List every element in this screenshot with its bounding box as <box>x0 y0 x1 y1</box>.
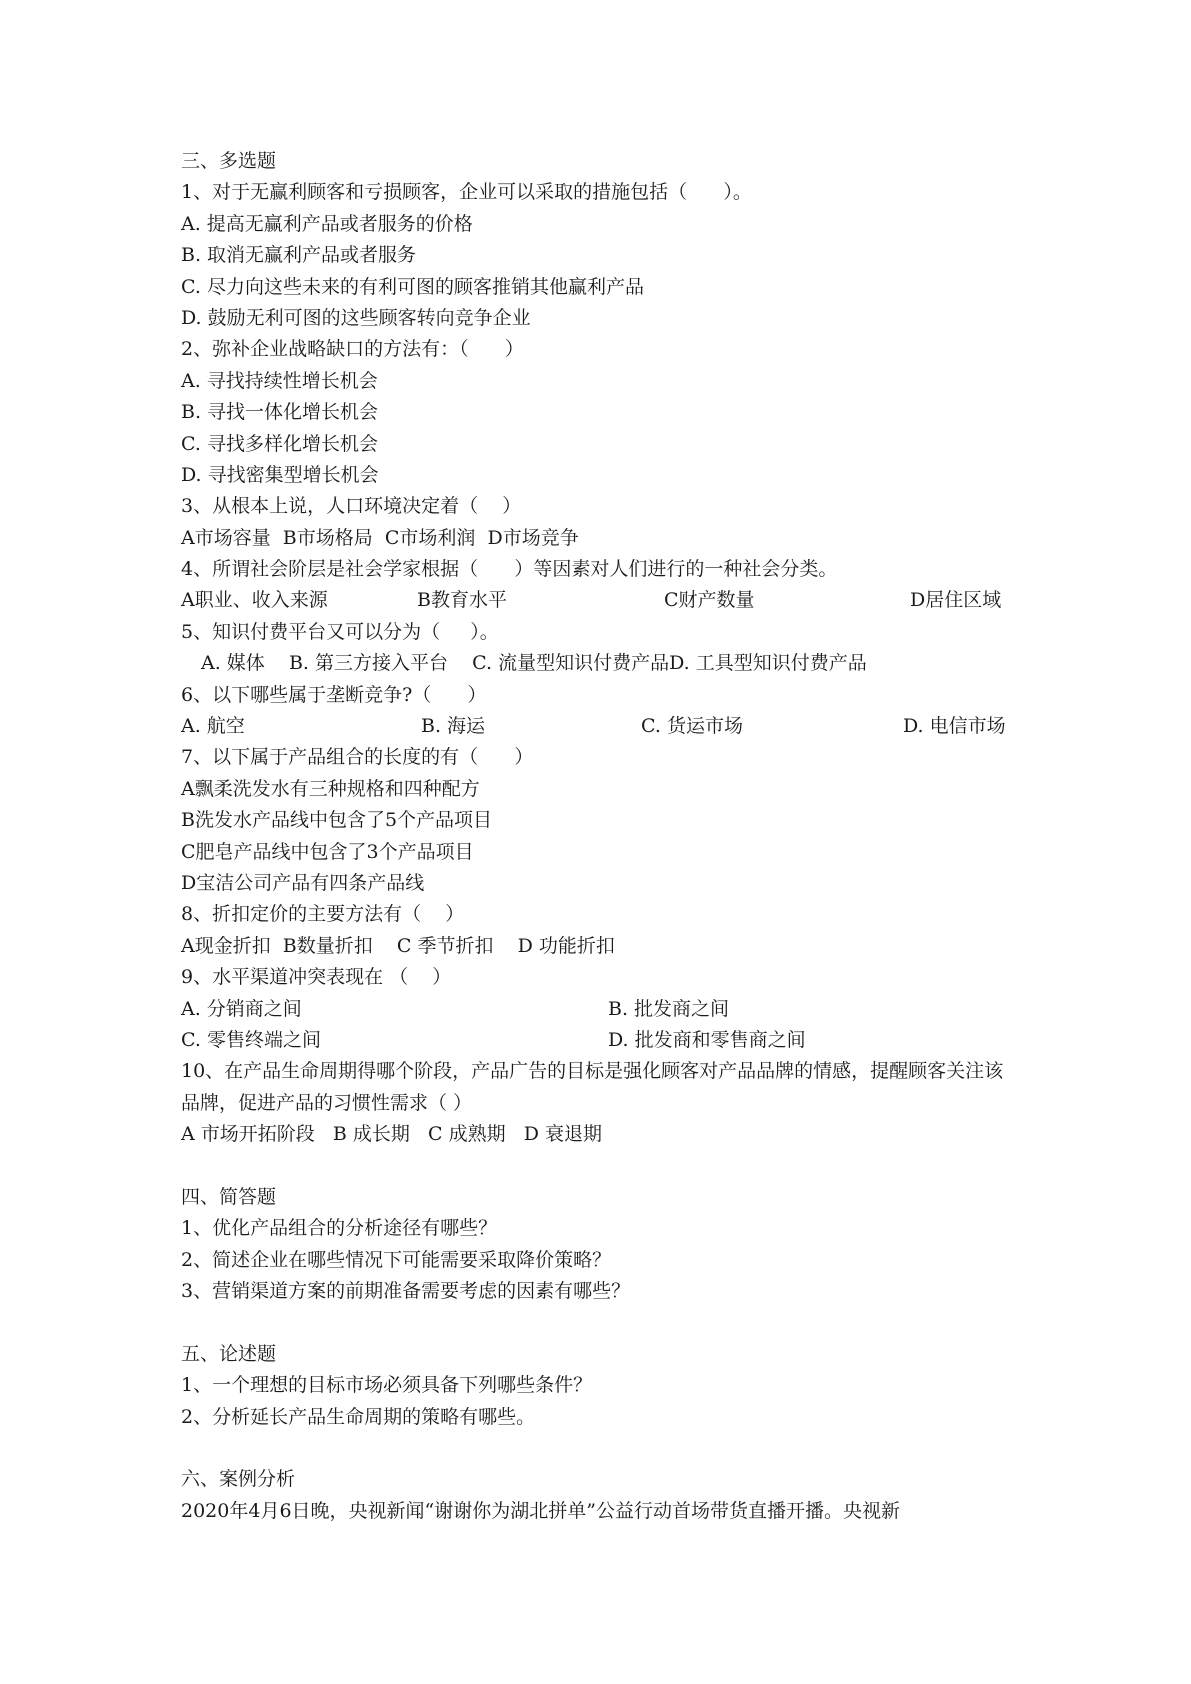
option-d: D. 寻找密集型增长机会 <box>181 463 379 486</box>
question-stem: 2、弥补企业战略缺口的方法有：（ ） <box>181 338 524 361</box>
section-spacer <box>181 1433 1016 1464</box>
question-stem: 8、折扣定价的主要方法有（ ） <box>181 903 465 926</box>
short-answer-question: 2、简述企业在哪些情况下可能需要采取降价策略？ <box>181 1248 612 1271</box>
options-line: A市场容量 B市场格局 C市场利润 D市场竞争 <box>181 526 579 549</box>
section-spacer <box>181 1307 1016 1338</box>
option-a: A职业、收入来源 <box>181 589 328 612</box>
essay-question: 2、分析延长产品生命周期的策略有哪些。 <box>181 1405 536 1428</box>
option-b: B. 取消无赢利产品或者服务 <box>181 244 417 267</box>
option-d: D. 批发商和零售商之间 <box>608 1028 806 1051</box>
short-answer-question: 1、优化产品组合的分析途径有哪些？ <box>181 1217 498 1240</box>
option-c: C财产数量 <box>664 589 755 612</box>
option-b: B. 批发商之间 <box>608 997 730 1020</box>
option-b: B. 海运 <box>421 715 486 738</box>
case-text: 2020年4月6日晚，央视新闻“谢谢你为湖北拼单”公益行动首场带货直播开播。央视新 <box>181 1499 900 1522</box>
option-d: D. 电信市场 <box>903 715 1006 738</box>
option-c: C. 零售终端之间 <box>181 1028 321 1051</box>
section-heading-short-answer: 四、简答题 <box>181 1185 277 1208</box>
section-heading-essay: 五、论述题 <box>181 1342 277 1365</box>
options-line: A现金折扣 B数量折扣 C 季节折扣 D 功能折扣 <box>181 934 615 957</box>
question-stem: 9、水平渠道冲突表现在 （ ） <box>181 966 452 989</box>
options-row <box>181 711 1016 742</box>
question-stem: 5、知识付费平台又可以分为（ ）。 <box>181 620 499 643</box>
options-line: A. 媒体 B. 第三方接入平台 C. 流量型知识付费产品D. 工具型知识付费产品 <box>201 652 867 675</box>
essay-question: 1、一个理想的目标市场必须具备下列哪些条件？ <box>181 1374 593 1397</box>
option-a: A. 航空 <box>181 715 245 738</box>
options-row <box>181 585 1016 616</box>
section-heading-case-analysis: 六、案例分析 <box>181 1468 296 1491</box>
options-row <box>181 994 1016 1025</box>
option-c: C肥皂产品线中包含了3个产品项目 <box>181 840 474 863</box>
exam-page <box>181 146 1016 1527</box>
option-d: D. 鼓励无利可图的这些顾客转向竞争企业 <box>181 306 531 329</box>
question-stem: 6、以下哪些属于垄断竞争?（ ） <box>181 683 487 706</box>
options-line: A 市场开拓阶段 B 成长期 C 成熟期 D 衰退期 <box>181 1123 602 1146</box>
section-spacer <box>181 1151 1016 1182</box>
question-stem: 7、以下属于产品组合的长度的有（ ） <box>181 746 534 769</box>
question-stem: 10、在产品生命周期得哪个阶段，产品广告的目标是强化顾客对产品品牌的情感，提醒顾客关注该品牌，促进产品的习惯性需求（ ） <box>181 1060 1004 1114</box>
option-c: C. 寻找多样化增长机会 <box>181 432 378 455</box>
option-a: A飘柔洗发水有三种规格和四种配方 <box>181 777 480 800</box>
option-b: B洗发水产品线中包含了5个产品项目 <box>181 809 493 832</box>
option-b: B. 寻找一体化增长机会 <box>181 401 379 424</box>
option-b: B教育水平 <box>417 589 507 612</box>
option-a: A. 提高无赢利产品或者服务的价格 <box>181 212 473 235</box>
option-c: C. 货运市场 <box>641 715 743 738</box>
question-stem: 4、所谓社会阶层是社会学家根据（ ）等因素对人们进行的一种社会分类。 <box>181 558 838 581</box>
short-answer-question: 3、营销渠道方案的前期准备需要考虑的因素有哪些？ <box>181 1280 631 1303</box>
option-d: D居住区域 <box>910 589 1002 612</box>
options-row <box>181 1025 1016 1056</box>
section-heading-multiple-choice: 三、多选题 <box>181 150 277 172</box>
option-d: D宝洁公司产品有四条产品线 <box>181 871 425 894</box>
option-c: C. 尽力向这些未来的有利可图的顾客推销其他赢利产品 <box>181 275 644 298</box>
question-stem: 3、从根本上说，人口环境决定着（ ） <box>181 495 522 518</box>
option-a: A. 寻找持续性增长机会 <box>181 369 378 392</box>
question-stem: 1、对于无赢利顾客和亏损顾客，企业可以采取的措施包括（ ）。 <box>181 181 752 204</box>
option-a: A. 分销商之间 <box>181 997 302 1020</box>
